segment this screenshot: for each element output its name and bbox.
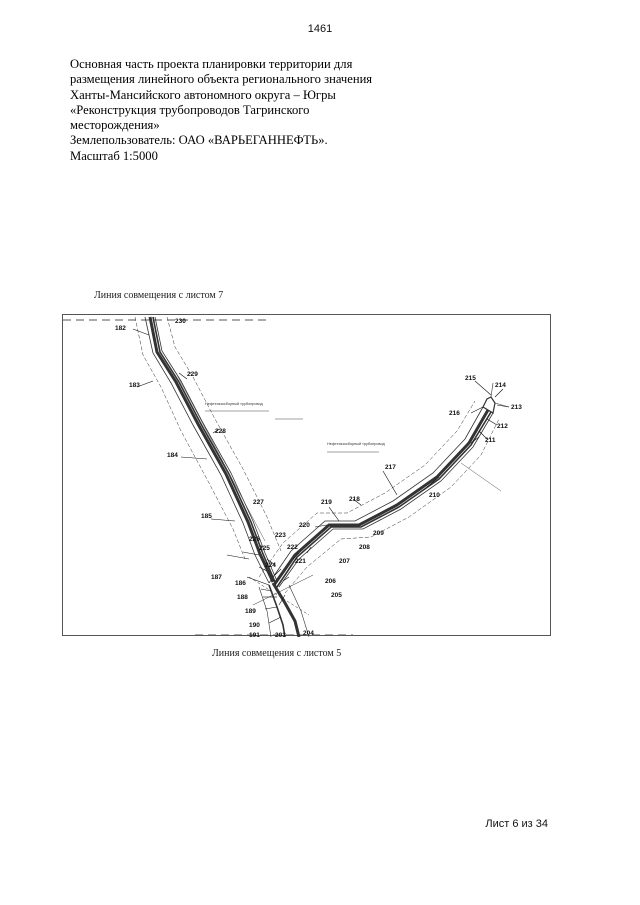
point-label: 209 <box>373 530 384 537</box>
point-label: 227 <box>253 499 264 506</box>
point-label: 187 <box>211 574 222 581</box>
point-label: 206 <box>325 578 336 585</box>
heading-line: Основная часть проекта планировки территории для <box>70 57 353 71</box>
point-label: 189 <box>245 608 256 615</box>
point-label: 230 <box>175 318 186 325</box>
point-label: 226 <box>249 536 260 543</box>
left-corridor <box>135 317 281 583</box>
point-label: 188 <box>237 594 248 601</box>
point-label: 207 <box>339 558 350 565</box>
point-label: 185 <box>201 513 212 520</box>
point-label: 219 <box>321 499 332 506</box>
point-label: 210 <box>429 492 440 499</box>
heading-line: размещения линейного объекта регионального значения <box>70 72 373 87</box>
match-line-bottom-label: Линия совмещения с листом 5 <box>212 648 342 659</box>
point-label: 204 <box>303 630 314 637</box>
point-label: 223 <box>275 532 286 539</box>
point-label: 211 <box>485 437 496 444</box>
sheet-counter: Лист 6 из 34 <box>485 818 548 830</box>
landowner-line: Землепользователь: ОАО «ВАРЬЕГАННЕФТЬ». <box>70 133 328 148</box>
point-label: 228 <box>215 428 226 435</box>
annotation-label: Нефтегазосборный трубопровод <box>205 402 263 406</box>
map-drawing <box>63 315 552 637</box>
point-label: 217 <box>385 464 396 471</box>
point-label: 208 <box>359 544 370 551</box>
right-corridor-pipe <box>277 412 491 587</box>
match-line-top-label: Линия совмещения с листом 7 <box>94 290 224 301</box>
right-corridor-pipe <box>274 410 488 585</box>
heading-line: «Реконструкция трубопроводов Тагринского <box>70 102 310 117</box>
heading-line: Ханты-Мансийского автономного округа – Югры <box>70 87 336 102</box>
point-label: 183 <box>129 382 140 389</box>
point-label: 182 <box>115 325 126 332</box>
point-label: 229 <box>187 371 198 378</box>
page-number: 1461 <box>307 23 333 35</box>
scale-line: Масштаб 1:5000 <box>70 148 158 163</box>
point-label: 225 <box>259 545 270 552</box>
lower-trunk-boundary <box>259 587 271 637</box>
right-corridor-outer <box>269 407 483 583</box>
annotation-label: Нефтегазосборный трубопровод <box>327 442 385 446</box>
document-heading <box>70 57 400 164</box>
point-label: 220 <box>299 522 310 529</box>
lower-trunk-pipe <box>273 583 299 637</box>
point-label: 215 <box>465 375 476 382</box>
point-label: 214 <box>495 382 506 389</box>
point-label: 224 <box>265 562 276 569</box>
point-label: 203 <box>275 632 286 637</box>
point-label: 221 <box>295 558 306 565</box>
point-label: 212 <box>497 423 508 430</box>
point-label: 216 <box>449 410 460 417</box>
heading-line: месторождения» <box>70 118 160 133</box>
point-label: 213 <box>511 404 522 411</box>
point-label: 184 <box>167 452 178 459</box>
point-label: 218 <box>349 496 360 503</box>
construction-line <box>461 463 501 491</box>
point-label: 222 <box>287 544 298 551</box>
planning-map <box>62 314 551 636</box>
point-label: 190 <box>249 622 260 629</box>
left-corridor-boundary <box>135 317 245 559</box>
point-label: 186 <box>235 580 246 587</box>
point-label: 191 <box>249 632 260 637</box>
right-corridor-inner <box>279 413 493 587</box>
point-label: 205 <box>331 592 342 599</box>
